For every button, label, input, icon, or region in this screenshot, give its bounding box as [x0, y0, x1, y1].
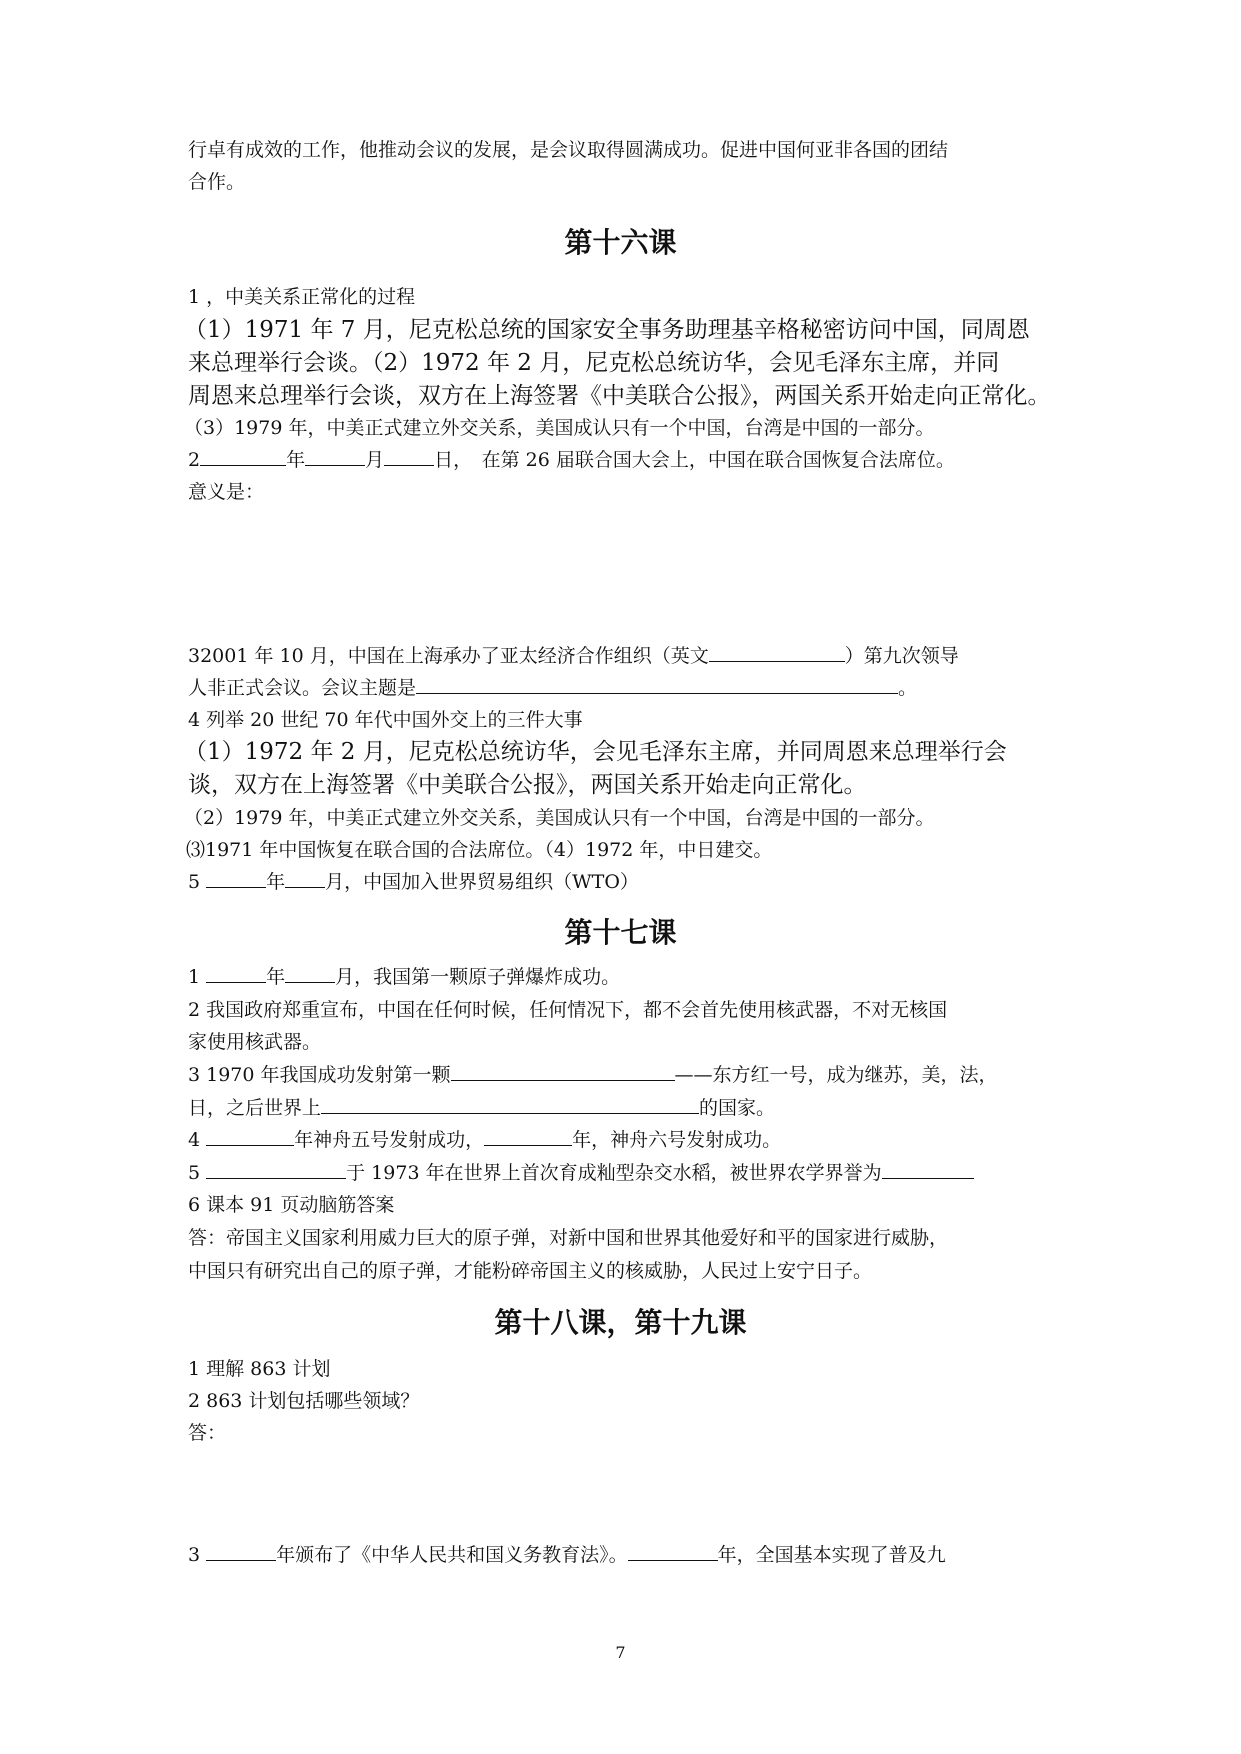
l17-q4-number: 4	[188, 1129, 207, 1151]
l16-q3-text-d: 。	[898, 677, 918, 699]
l16-q5-rest: 月，中国加入世界贸易组织（WTO）	[325, 871, 639, 893]
l16-q5-number: 5	[188, 871, 207, 893]
l16-q3-text-c: 人非正式会议。会议主题是	[188, 677, 417, 699]
l16-q4-title: 4 列举 20 世纪 70 年代中国外交上的三件大事	[188, 709, 583, 731]
fill-in-blank[interactable]	[882, 1160, 974, 1179]
fill-in-blank[interactable]	[384, 447, 434, 466]
lesson-17-heading: 第十七课	[564, 916, 677, 949]
l16-q2-number: 2	[188, 449, 201, 471]
l16-q4-line-3: （2）1979 年，中美正式建立外交关系，美国成认只有一个中国，台湾是中国的一部分。	[184, 807, 935, 829]
l17-q6-answer-line-1: 答：帝国主义国家利用威力巨大的原子弹，对新中国和世界其他爱好和平的国家进行威胁，	[188, 1227, 949, 1249]
fill-in-blank[interactable]	[484, 1127, 572, 1146]
l17-q1-year: 年	[266, 966, 286, 988]
fill-in-blank[interactable]	[451, 1062, 675, 1081]
l17-q3-text-c: 日，之后世界上	[188, 1097, 322, 1119]
intro-line-2: 合作。	[188, 171, 246, 193]
fill-in-blank[interactable]	[285, 964, 335, 983]
l18-q2-answer: 答：	[188, 1422, 227, 1444]
fill-in-blank[interactable]	[321, 1095, 699, 1114]
fill-in-blank[interactable]	[206, 1127, 294, 1146]
l16-q1-line-2: 来总理举行会谈。（2）1972 年 2 月，尼克松总统访华，会见毛泽东主席，并同	[188, 350, 1000, 376]
l16-q4-line-1: （1）1972 年 2 月，尼克松总统访华，会见毛泽东主席，并同周恩来总理举行会	[184, 739, 1007, 765]
fill-in-blank[interactable]	[206, 869, 266, 888]
l17-q6: 6 课本 91 页动脑筋答案	[188, 1194, 395, 1216]
l18-q3-text-b: 年颁布了《中华人民共和国义务教育法》。	[276, 1544, 628, 1566]
l16-q2	[188, 447, 955, 473]
l17-q3-text-b: ——东方红一号，成为继苏，美，法，	[674, 1064, 998, 1086]
l17-q2-line-1: 2 我国政府郑重宣布，中国在任何时候，任何情况下，都不会首先使用核武器，不对无核国	[188, 999, 948, 1021]
l16-q1-line-1: （1）1971 年 7 月，尼克松总统的国家安全事务助理基辛格秘密访问中国，同周恩	[184, 317, 1030, 343]
l18-q2: 2 863 计划包括哪些领域？	[188, 1390, 420, 1412]
l16-q3-line-2	[188, 675, 917, 701]
l17-q5-text-b: 于 1973 年在世界上首次育成籼型杂交水稻，被世界农学界誉为	[346, 1162, 882, 1184]
l17-q2-line-2: 家使用核武器。	[188, 1031, 322, 1053]
l17-q1	[188, 964, 620, 990]
fill-in-blank[interactable]	[206, 964, 266, 983]
l17-q3-text-d: 的国家。	[699, 1097, 776, 1119]
l18-q3-text-c: 年，全国基本实现了普及九	[717, 1544, 946, 1566]
l16-q1-title: 1 ，中美关系正常化的过程	[188, 286, 416, 308]
l16-q1-line-4: （3）1979 年，中美正式建立外交关系，美国成认只有一个中国，台湾是中国的一部分。	[184, 417, 935, 439]
l16-q5-year: 年	[266, 871, 286, 893]
fill-in-blank[interactable]	[206, 1160, 346, 1179]
fill-in-blank[interactable]	[305, 447, 365, 466]
l17-q4	[188, 1127, 781, 1153]
l16-q2-rest: 日， 在第 26 届联合国大会上，中国在联合国恢复合法席位。	[434, 449, 955, 471]
l16-q4-line-4: ⑶1971 年中国恢复在联合国的合法席位。（4）1972 年，中日建交。	[186, 839, 773, 861]
l16-q3-text-a: 32001 年 10 月，中国在上海承办了亚太经济合作组织（英文	[188, 645, 709, 667]
l17-q4-text-b: 年神舟五号发射成功，	[294, 1129, 485, 1151]
l18-q3	[188, 1542, 946, 1568]
lesson-18-19-heading: 第十八课，第十九课	[494, 1306, 747, 1339]
l17-q4-text-c: 年，神舟六号发射成功。	[572, 1129, 782, 1151]
l16-q3-text-b: ）第九次领导	[844, 645, 959, 667]
l18-q3-number: 3	[188, 1544, 207, 1566]
l16-q3-line-1	[188, 643, 959, 669]
l16-q1-line-3: 周恩来总理举行会谈，双方在上海签署《中美联合公报》，两国关系开始走向正常化。	[188, 383, 1051, 409]
fill-in-blank[interactable]	[285, 869, 325, 888]
l17-q5-number: 5	[188, 1162, 207, 1184]
intro-line-1: 行卓有成效的工作，他推动会议的发展，是会议取得圆满成功。促进中国何亚非各国的团结	[188, 139, 949, 161]
l17-q1-rest: 月，我国第一颗原子弹爆炸成功。	[335, 966, 621, 988]
l17-q3-text-a: 3 1970 年我国成功发射第一颗	[188, 1064, 451, 1086]
fill-in-blank[interactable]	[709, 643, 845, 662]
l18-q1: 1 理解 863 计划	[188, 1358, 331, 1380]
l16-q5	[188, 869, 639, 895]
fill-in-blank[interactable]	[200, 447, 286, 466]
l17-q3-line-1	[188, 1062, 998, 1088]
l17-q3-line-2	[188, 1095, 775, 1121]
l16-q2-month: 月	[365, 449, 385, 471]
l16-q4-line-2: 谈，双方在上海签署《中美联合公报》，两国关系开始走向正常化。	[188, 772, 867, 798]
fill-in-blank[interactable]	[416, 675, 898, 694]
l16-q2-meaning: 意义是：	[188, 481, 265, 503]
l16-q2-year: 年	[286, 449, 306, 471]
l17-q1-number: 1	[188, 966, 207, 988]
l17-q6-answer-line-2: 中国只有研究出自己的原子弹，才能粉碎帝国主义的核威胁，人民过上安宁日子。	[188, 1260, 873, 1282]
fill-in-blank[interactable]	[628, 1542, 718, 1561]
lesson-16-heading: 第十六课	[564, 226, 677, 259]
l17-q5	[188, 1160, 974, 1186]
fill-in-blank[interactable]	[206, 1542, 276, 1561]
page-number: 7	[615, 1643, 626, 1662]
